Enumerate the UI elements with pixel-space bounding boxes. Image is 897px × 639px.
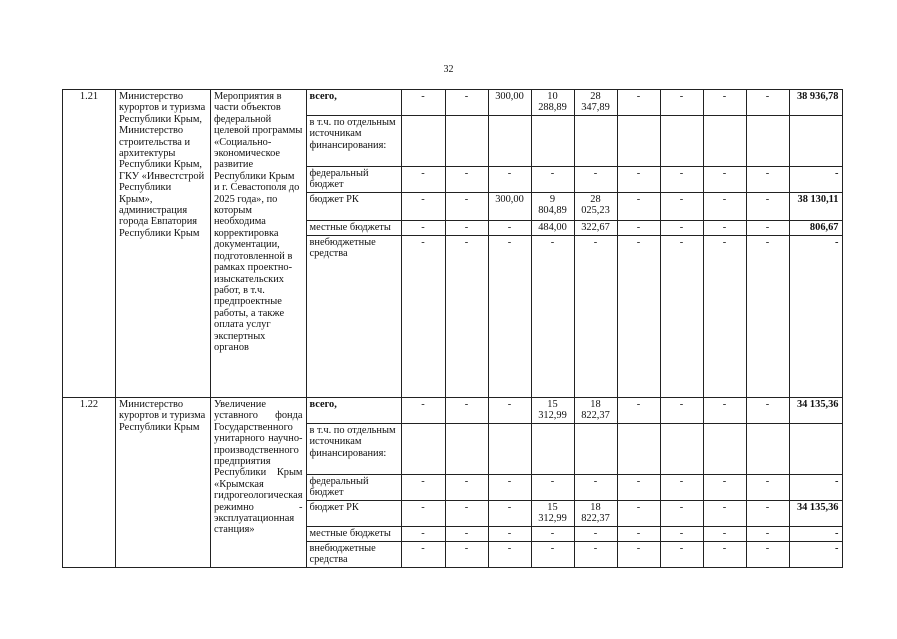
value-cell: [488, 116, 531, 167]
value-cell: [401, 116, 445, 167]
value-cell: 18 822,37: [574, 398, 617, 424]
value-cell: -: [445, 475, 488, 501]
category-cell: федеральный бюджет: [306, 167, 401, 193]
value-cell: [445, 424, 488, 475]
value-cell: -: [703, 236, 746, 398]
value-cell: -: [445, 90, 488, 116]
value-cell: [574, 424, 617, 475]
value-cell: -: [617, 527, 660, 542]
value-cell: [703, 116, 746, 167]
value-cell: -: [660, 501, 703, 527]
page-number: 32: [443, 64, 454, 75]
value-cell: -: [746, 542, 789, 568]
value-cell: -: [746, 475, 789, 501]
value-cell: -: [531, 542, 574, 568]
total-cell: 34 135,36: [789, 398, 842, 424]
value-cell: -: [445, 193, 488, 221]
table-row: [63, 90, 843, 116]
value-cell: -: [617, 221, 660, 236]
measure-cell: Мероприятия в части объектов федеральной целевой программы «Социально-экономическое развитие Республики Крым и г. Севастополя до 2025 года», по которым необходима корректировка документации, подготовленной в рамках проектно-изыскательских работ, в т.ч. предпроектные работы, а также оплата услуг экспертных органов: [211, 90, 307, 398]
value-cell: -: [401, 221, 445, 236]
value-cell: -: [401, 501, 445, 527]
category-cell: внебюджетные средства: [306, 236, 401, 398]
value-cell: -: [703, 90, 746, 116]
value-cell: [574, 116, 617, 167]
value-cell: -: [445, 236, 488, 398]
value-cell: [531, 116, 574, 167]
total-cell: [789, 116, 842, 167]
value-cell: -: [401, 542, 445, 568]
total-cell: 38 936,78: [789, 90, 842, 116]
value-cell: -: [660, 193, 703, 221]
value-cell: -: [401, 398, 445, 424]
value-cell: -: [703, 475, 746, 501]
category-cell: местные бюджеты: [306, 221, 401, 236]
value-cell: -: [617, 398, 660, 424]
value-cell: -: [488, 527, 531, 542]
value-cell: -: [488, 542, 531, 568]
value-cell: 9 804,89: [531, 193, 574, 221]
total-cell: -: [789, 167, 842, 193]
table-row: [63, 398, 843, 424]
value-cell: -: [488, 167, 531, 193]
value-cell: -: [746, 236, 789, 398]
value-cell: -: [660, 167, 703, 193]
value-cell: -: [401, 527, 445, 542]
value-cell: -: [574, 542, 617, 568]
category-cell: бюджет РК: [306, 501, 401, 527]
value-cell: -: [617, 475, 660, 501]
value-cell: -: [488, 501, 531, 527]
value-cell: -: [617, 236, 660, 398]
value-cell: -: [660, 527, 703, 542]
value-cell: 300,00: [488, 193, 531, 221]
value-cell: -: [746, 193, 789, 221]
total-cell: 38 130,11: [789, 193, 842, 221]
value-cell: -: [445, 527, 488, 542]
value-cell: 18 822,37: [574, 501, 617, 527]
category-cell: в т.ч. по отдельным источникам финансирования:: [306, 116, 401, 167]
value-cell: -: [574, 475, 617, 501]
value-cell: -: [401, 475, 445, 501]
value-cell: -: [401, 236, 445, 398]
category-cell: всего,: [306, 90, 401, 116]
category-cell: местные бюджеты: [306, 527, 401, 542]
value-cell: -: [617, 193, 660, 221]
value-cell: [660, 116, 703, 167]
row-number: 1.22: [63, 398, 116, 568]
value-cell: -: [445, 167, 488, 193]
value-cell: -: [703, 193, 746, 221]
value-cell: -: [660, 398, 703, 424]
value-cell: -: [746, 527, 789, 542]
value-cell: -: [703, 167, 746, 193]
value-cell: -: [617, 542, 660, 568]
value-cell: -: [746, 501, 789, 527]
category-cell: в т.ч. по отдельным источникам финансирования:: [306, 424, 401, 475]
value-cell: -: [746, 221, 789, 236]
value-cell: -: [445, 501, 488, 527]
value-cell: -: [531, 236, 574, 398]
value-cell: [746, 116, 789, 167]
value-cell: [445, 116, 488, 167]
total-cell: [789, 424, 842, 475]
category-cell: всего,: [306, 398, 401, 424]
value-cell: 322,67: [574, 221, 617, 236]
value-cell: [401, 424, 445, 475]
value-cell: -: [703, 527, 746, 542]
value-cell: -: [660, 221, 703, 236]
value-cell: 28 025,23: [574, 193, 617, 221]
value-cell: 15 312,99: [531, 398, 574, 424]
total-cell: -: [789, 527, 842, 542]
value-cell: -: [660, 475, 703, 501]
value-cell: -: [488, 475, 531, 501]
value-cell: -: [401, 167, 445, 193]
total-cell: -: [789, 236, 842, 398]
value-cell: -: [703, 398, 746, 424]
value-cell: [703, 424, 746, 475]
value-cell: -: [574, 527, 617, 542]
financing-table: [62, 89, 843, 568]
value-cell: -: [617, 167, 660, 193]
total-cell: -: [789, 475, 842, 501]
value-cell: [617, 424, 660, 475]
value-cell: 484,00: [531, 221, 574, 236]
value-cell: -: [574, 167, 617, 193]
category-cell: федеральный бюджет: [306, 475, 401, 501]
total-cell: 34 135,36: [789, 501, 842, 527]
category-cell: бюджет РК: [306, 193, 401, 221]
value-cell: -: [617, 501, 660, 527]
category-cell: внебюджетные средства: [306, 542, 401, 568]
value-cell: -: [746, 90, 789, 116]
row-number: 1.21: [63, 90, 116, 398]
value-cell: 28 347,89: [574, 90, 617, 116]
executor-cell: Министерство курортов и туризма Республики Крым, Министерство строительства и архитектуры Республики Крым, ГКУ «Инвестстрой Республики Крым», администрация города Евпатория Республики Крым: [116, 90, 211, 398]
value-cell: -: [746, 167, 789, 193]
value-cell: -: [703, 501, 746, 527]
value-cell: -: [401, 90, 445, 116]
value-cell: [660, 424, 703, 475]
total-cell: 806,67: [789, 221, 842, 236]
value-cell: -: [531, 167, 574, 193]
value-cell: 15 312,99: [531, 501, 574, 527]
value-cell: -: [488, 398, 531, 424]
value-cell: -: [531, 475, 574, 501]
value-cell: -: [703, 221, 746, 236]
value-cell: -: [401, 193, 445, 221]
value-cell: -: [574, 236, 617, 398]
value-cell: -: [703, 542, 746, 568]
value-cell: 300,00: [488, 90, 531, 116]
value-cell: -: [746, 398, 789, 424]
value-cell: -: [488, 236, 531, 398]
value-cell: -: [445, 221, 488, 236]
value-cell: 10 288,89: [531, 90, 574, 116]
value-cell: -: [660, 236, 703, 398]
value-cell: -: [488, 221, 531, 236]
value-cell: -: [445, 398, 488, 424]
value-cell: [531, 424, 574, 475]
value-cell: [488, 424, 531, 475]
value-cell: -: [660, 90, 703, 116]
total-cell: -: [789, 542, 842, 568]
value-cell: -: [445, 542, 488, 568]
value-cell: -: [660, 542, 703, 568]
value-cell: -: [531, 527, 574, 542]
value-cell: [746, 424, 789, 475]
value-cell: [617, 116, 660, 167]
value-cell: -: [617, 90, 660, 116]
measure-cell: Увеличение уставного фонда Государственного унитарного научно-производственного предприятия Республики Крым «Крымская гидрогеологическая режимно - эксплуатационная станция»: [211, 398, 307, 568]
executor-cell: Министерство курортов и туризма Республики Крым: [116, 398, 211, 568]
